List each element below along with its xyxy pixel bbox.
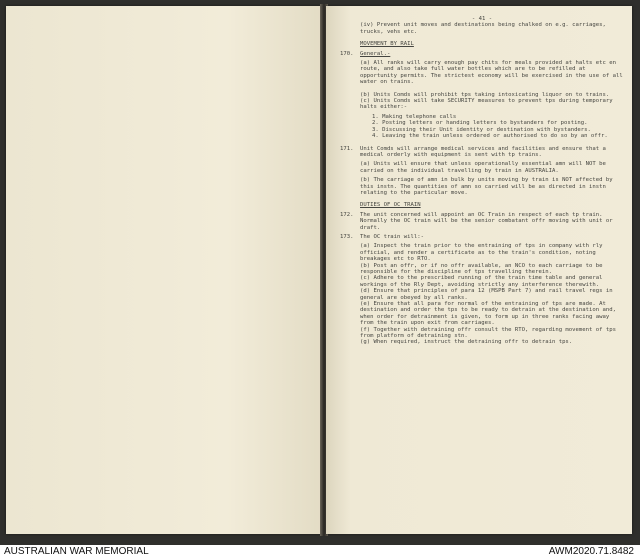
para-173-d: (d) Ensure that principles of para 12 (MSPB Part 7) and rail travel regs in general are obeyed by all ranks. (360, 288, 613, 301)
typed-text (340, 16, 624, 346)
list-item: 3. Discussing their Unit identity or destination with bystanders. (372, 126, 591, 133)
para-171-b: (b) The carriage of amn in bulk by units moving by train is NOT affected by this instn. The quantities of amn so carried will be as directed in instn relating to the particular move. (360, 177, 613, 196)
para-171-a: (a) Units will ensure that unless operationally essential amn will NOT be carried on the individual travelling by train in AUSTRALIA. (360, 161, 606, 174)
para-body: The unit concerned will appoint an OC Train in respect of each tp train. Normally the OC train will be the senior combatant offr moving with unit or draft. (360, 211, 613, 231)
paragraph-172 (340, 212, 624, 231)
list-item: 2. Posting letters or handing letters to bystanders for posting. (372, 120, 588, 127)
paragraph-173 (340, 234, 624, 240)
right-page (326, 6, 632, 534)
para-170-b: (b) Units Comds will prohibit tps taking intoxicating liquor on to trains. (360, 91, 610, 98)
paragraph-171 (340, 146, 624, 159)
para-body: Unit Comds will arrange medical services and facilities and ensure that a medical orderly with equipment is sent with tp trains. (360, 145, 606, 158)
list-item: 1. Making telephone calls (372, 113, 457, 120)
para-number: 170. (340, 50, 354, 57)
para-173-b: (b) Post an offr, or if no offr available, an NCO to each carriage to be responsible for the discipline of tps travelling therein. (360, 262, 603, 275)
para-173-f: (f) Together with detraining offr consult the RTO, regarding movement of tps from platform of detraining stn. (360, 326, 616, 340)
para-title: The OC train will:- (360, 233, 424, 240)
institution-label: AUSTRALIAN WAR MEMORIAL (4, 546, 149, 557)
para-170-c: (c) Units Comds will take SECURITY measures to prevent tps during temporary halts either:- (360, 98, 613, 111)
paragraph-170 (340, 51, 624, 57)
intro-item: (iv) Prevent unit moves and destinations being chalked on e.g. carriages, trucks, vehs etc. (360, 22, 606, 35)
para-number: 171. (340, 145, 354, 152)
left-page (6, 6, 322, 534)
para-number: 173. (340, 233, 354, 240)
para-173-c: (c) Adhere to the prescribed running of the train time table and general workings of the Rly Dept, avoiding strictly any interference therewith. (360, 275, 603, 288)
page-number: - 41 - (471, 16, 493, 22)
attribution-bar (0, 545, 640, 559)
accession-number: AWM2020.71.8482 (548, 546, 634, 557)
para-170-a: (a) All ranks will carry enough pay chits for meals provided at halts etc en route, and also take full water bottles which are to be refilled at opportunity permits. The strictest economy will be exercised in the use of all water on trains. (360, 60, 623, 86)
para-173-g: (g) When required, instruct the detraining offr to detrain tps. (360, 339, 573, 346)
para-173-e: (e) Ensure that all para for normal of the entraining of tps are made. At destination and order the tps to be ready to detrain at the destination and, when order for detrainment is given, to form up in three ranks facing away from the train upon exit from carriages. (360, 301, 616, 327)
section-heading-oc-train: DUTIES OF OC TRAIN (360, 202, 421, 209)
section-heading-rail: MOVEMENT BY RAIL (360, 41, 414, 48)
para-173-a: (a) Inspect the train prior to the entraining of tps in company with rly official, and render a certificate as to the train's condition, noting breakages etc to RTO. (360, 243, 603, 263)
para-number: 172. (340, 211, 354, 218)
list-item: 4. Leaving the train unless ordered or authorised to do so by an offr. (372, 133, 608, 140)
para-title: General.- (360, 50, 391, 57)
